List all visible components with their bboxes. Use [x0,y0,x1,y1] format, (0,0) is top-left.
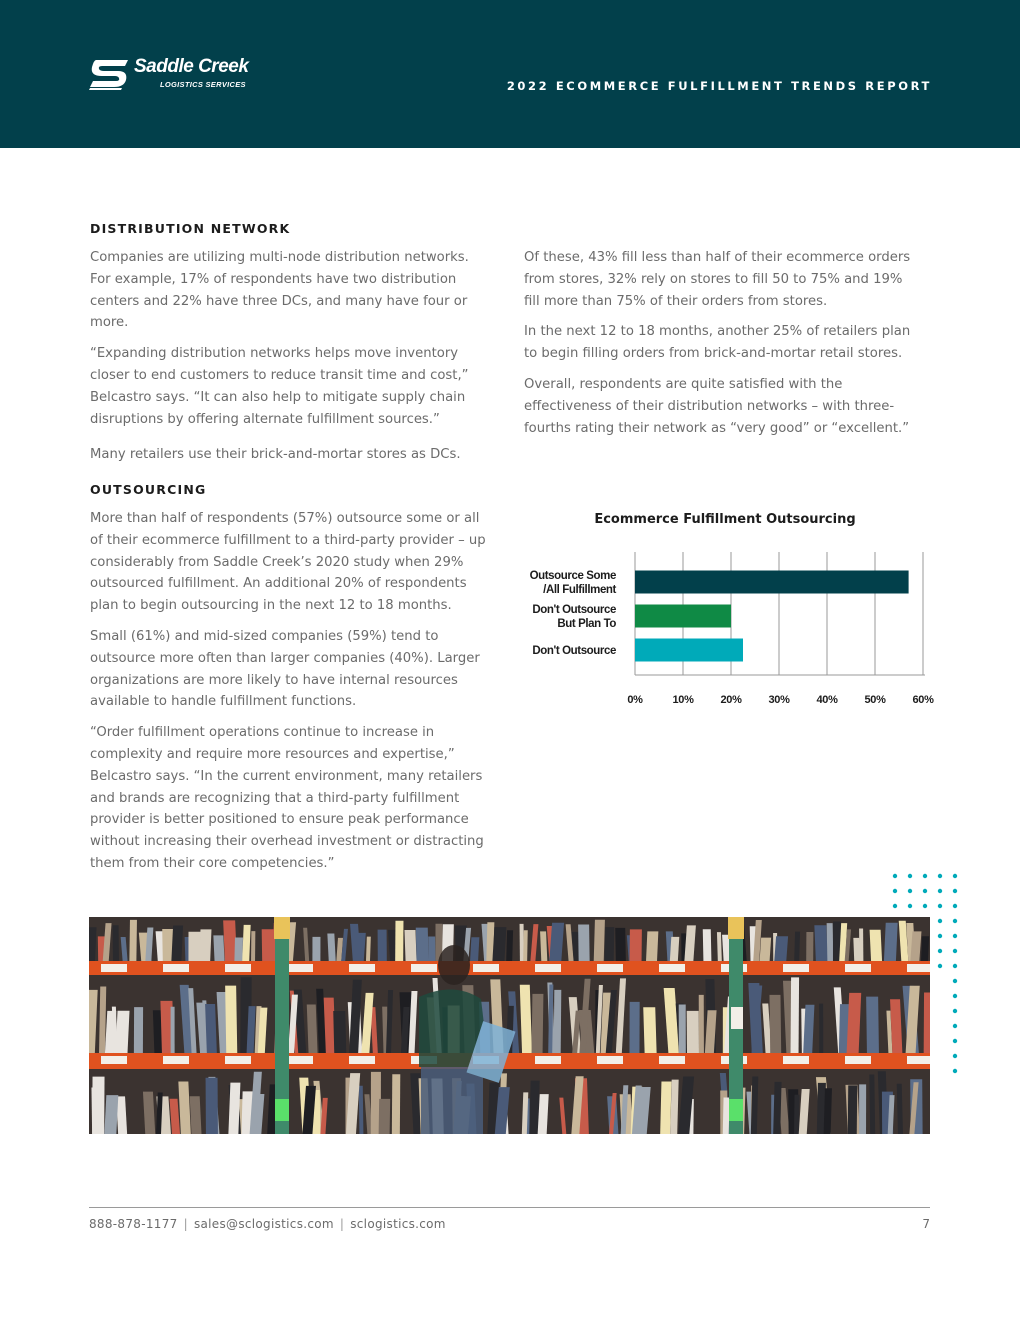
chart-category-label: But Plan To [557,618,616,630]
outsourcing-paragraph: More than half of respondents (57%) outsource some or all of their ecommerce fulfillment to a third-party provider – up considerably from Saddle Creek’s 2020 study when 29% outsourced fulfillment. An additional 20% of respondents plan to begin outsourcing in the next 12 to 18 months. [90,511,486,614]
distribution-paragraph: Of these, 43% fill less than half of their ecommerce orders from stores, 32% rely on stores to fill 50 to 75% and 19% fill more than 75% of their orders from stores. [524,250,911,309]
warehouse-photo [89,917,930,1134]
page-number: 7 [922,1217,930,1231]
chart-tick-label: 30% [768,694,790,706]
chart-category-label: /All Fulfillment [543,584,616,596]
outsourcing-bar-chart [520,508,940,708]
chart-category-label: Don't Outsource [532,604,616,616]
page-header [0,0,1020,148]
footer-contact [89,1217,446,1231]
footer-separator: | [183,1217,188,1231]
distribution-paragraph: Many retailers use their brick-and-mortar stores as DCs. [90,447,461,463]
chart-bar [635,571,909,594]
distribution-paragraph: “Expanding distribution networks helps move inventory closer to end customers to reduce transit time and cost,” Belcastro says. “It can also help to mitigate supply chain disruptions by offering alternate fulfillment sources.” [90,346,469,427]
chart-bar [635,605,731,628]
distribution-paragraph: Companies are utilizing multi-node distribution networks. For example, 17% of respondents have two distribution centers and 22% have three DCs, and many have four or more. [90,250,469,331]
report-title: 2022 ECOMMERCE FULFILLMENT TRENDS REPORT [506,79,932,93]
chart-bar [635,639,743,662]
warehouse-shelves-illustration [89,917,930,1134]
logo-wordmark: Saddle Creek [134,56,249,77]
chart-tick-label: 50% [864,694,886,706]
chart-category-label: Outsource Some [529,570,616,582]
chart-category-label: Don't Outsource [532,645,616,657]
outsourcing-column [90,508,490,884]
distribution-network-heading: DISTRIBUTION NETWORK [90,221,291,236]
footer-divider [89,1207,930,1208]
distribution-left-column [90,247,490,475]
chart-tick-label: 40% [816,694,838,706]
footer-email-link[interactable]: sales@sclogistics.com [193,1217,334,1231]
saddle-creek-logo[interactable] [88,54,268,94]
chart-title: Ecommerce Fulfillment Outsourcing [594,512,856,527]
saddle-creek-logo-mark-icon [88,54,136,92]
chart-tick-label: 0% [627,694,643,706]
chart-tick-label: 10% [672,694,694,706]
footer-separator: | [339,1217,345,1231]
distribution-right-column [524,247,916,448]
outsourcing-paragraph: Small (61%) and mid-sized companies (59%) tend to outsource more often than larger companies (40%). Larger organizations are more likely to have internal resources available to handle fulfillment functions. [90,628,480,710]
footer-phone-link[interactable]: 888-878-1177 [89,1217,178,1231]
outsourcing-chart [520,508,940,718]
outsourcing-heading: OUTSOURCING [90,482,207,497]
distribution-paragraph: In the next 12 to 18 months, another 25% of retailers plan to begin filling orders from brick-and-mortar retail stores. [524,324,911,362]
chart-tick-label: 60% [912,694,934,706]
logo-tagline: LOGISTICS SERVICES [160,80,246,89]
outsourcing-paragraph: “Order fulfillment operations continue to increase in complexity and require more resources and expertise,” Belcastro says. “In the current environment, many retailers and brands are recognizing that a third-party fulfillment provider is better positioned to ensure peak performance without increasing their overhead investment or distracting them from their core competencies.” [90,725,484,871]
footer-website-link[interactable]: sclogistics.com [350,1217,446,1231]
distribution-paragraph: Overall, respondents are quite satisfied with the effectiveness of their distribution networks – with three-fourths rating their network as “very good” or “excellent.” [524,376,910,436]
chart-tick-label: 20% [720,694,742,706]
